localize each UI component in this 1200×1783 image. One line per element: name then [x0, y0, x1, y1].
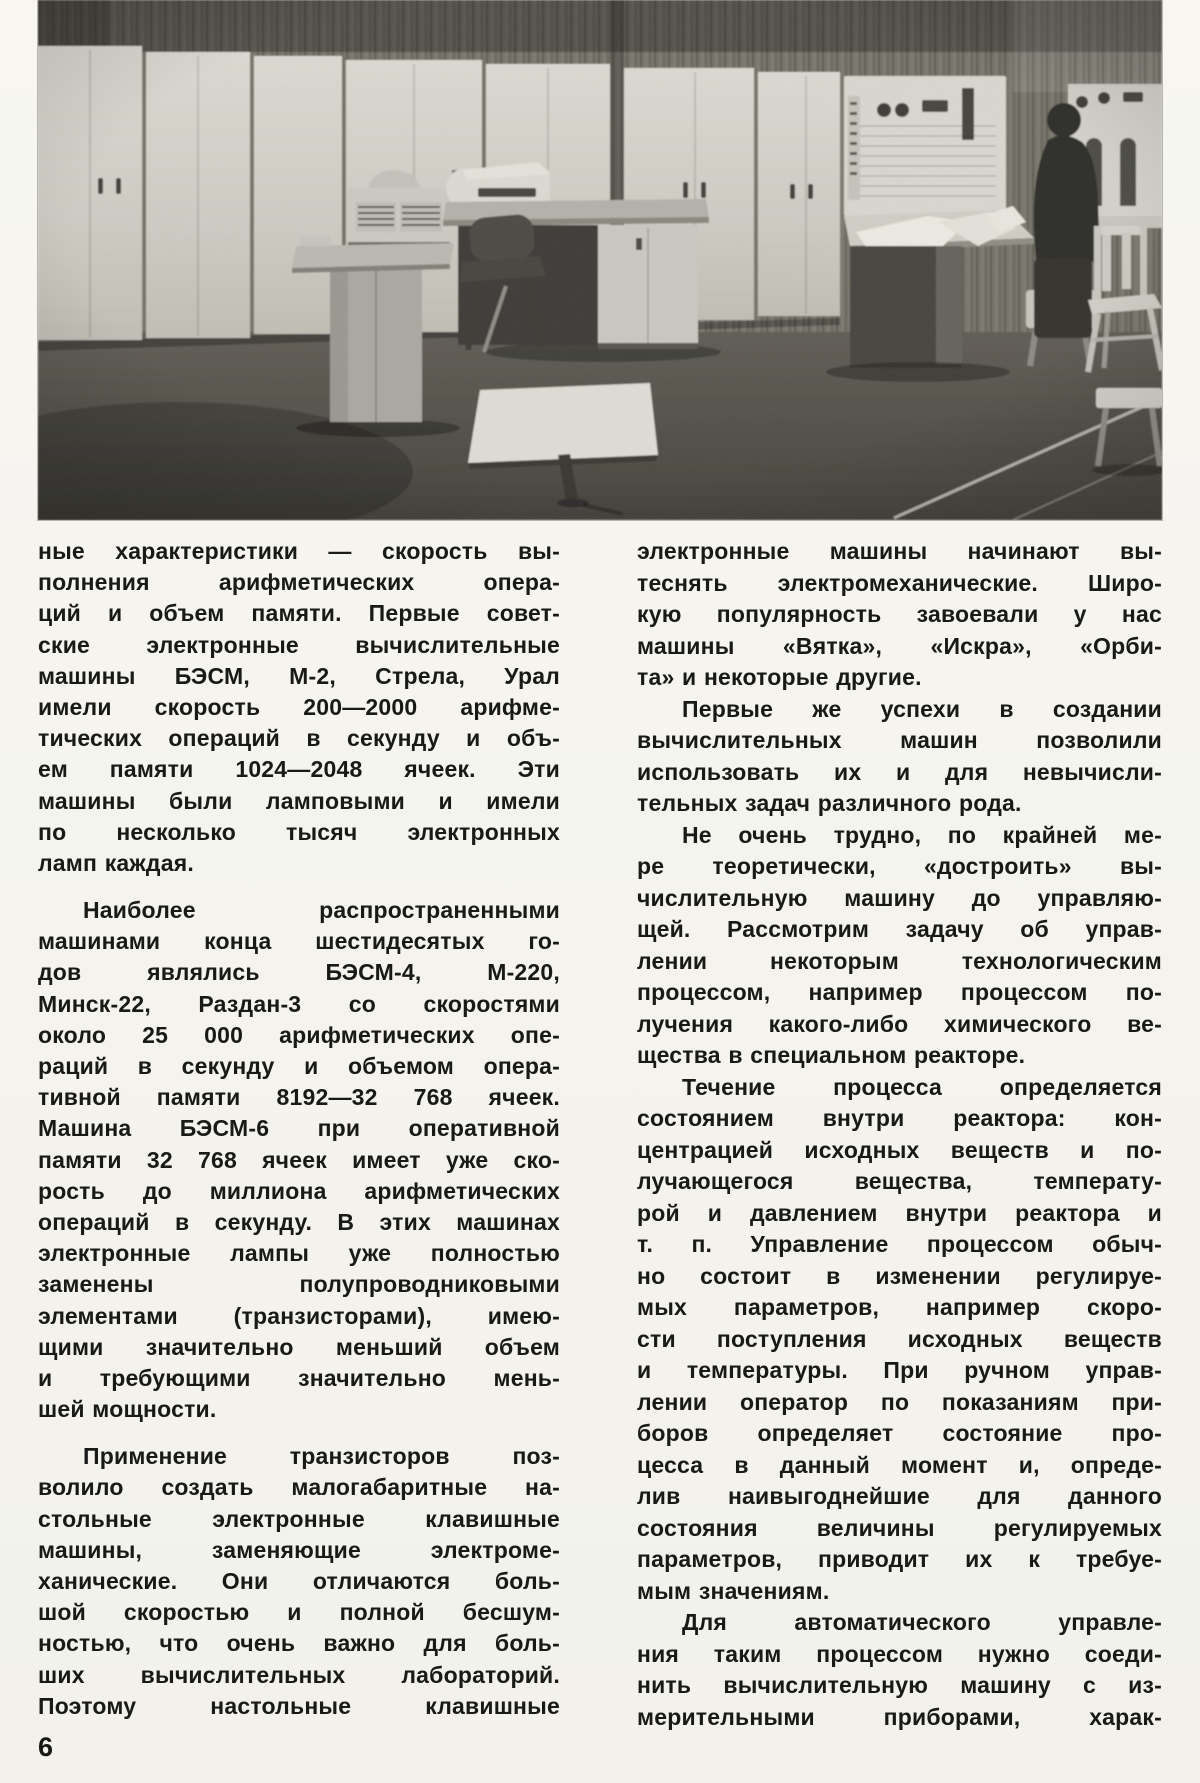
text-line: Для автоматического управле- — [682, 1609, 1162, 1635]
text-line: Течение процесса определяется — [682, 1073, 1162, 1100]
text-line: щей. Рассмотрим задачу об управ- — [637, 916, 1162, 942]
text-line: по несколько тысяч электронных — [38, 818, 560, 845]
text-line: шей мощности. — [38, 1396, 217, 1423]
text-line: имели скорость 200—2000 арифме- — [38, 693, 560, 720]
text-line: ре теоретически, «достроить» вы- — [637, 853, 1162, 879]
text-line: щими значительно меньший объем — [38, 1333, 560, 1360]
text-line: Машина БЭСМ-6 при оперативной — [38, 1115, 560, 1142]
text-line: лучающегося вещества, температу- — [637, 1168, 1162, 1194]
text-line: мых параметров, например скоро- — [637, 1294, 1162, 1320]
text-line: заменены полупроводниковыми — [38, 1271, 560, 1298]
text-line: состояния величины регулируемых — [637, 1514, 1162, 1541]
paragraph — [637, 1072, 1162, 1608]
text-line: элементами (транзисторами), имею- — [38, 1302, 560, 1329]
text-line: нить вычислительную машину с из- — [637, 1672, 1162, 1698]
text-line: стольные электронные клавишные — [38, 1505, 560, 1532]
text-line: раций в секунду и объемом опера- — [38, 1053, 560, 1079]
text-line: операций в секунду. В этих машинах — [38, 1208, 560, 1235]
text-line: мерительными приборами, харак- — [637, 1703, 1162, 1730]
text-line: использовать их и для невычисли- — [637, 758, 1162, 785]
text-line: и температуры. При ручном управ- — [637, 1357, 1162, 1383]
paragraph — [38, 895, 560, 1425]
text-line: Первые же успехи в создании — [682, 695, 1162, 722]
text-line: теснять электромеханические. Широ- — [637, 569, 1162, 596]
text-line: цесса в данный момент и, опреде- — [637, 1451, 1162, 1478]
text-line: машины БЭСМ, М-2, Стрела, Урал — [38, 662, 560, 689]
text-line: около 25 000 арифметических опе- — [38, 1021, 560, 1048]
text-line: ния таким процессом нужно соеди- — [637, 1640, 1162, 1667]
text-line: рость до миллиона арифметических — [38, 1177, 560, 1204]
text-line: боров определяет состояние про- — [637, 1420, 1162, 1446]
text-line: машины, заменяющие электроме- — [38, 1536, 560, 1563]
text-line: состоянием внутри реактора: кон- — [637, 1105, 1162, 1131]
photo-scene — [38, 0, 1162, 520]
text-line: процессом, например процессом по- — [637, 979, 1162, 1005]
text-line: центрацией исходных веществ и по- — [637, 1136, 1162, 1163]
text-line: т. п. Управление процессом обыч- — [637, 1231, 1162, 1257]
text-line: лении некоторым технологическим — [637, 947, 1162, 974]
text-line: памяти 32 768 ячеек имеет уже ско- — [38, 1146, 560, 1173]
text-column-left — [38, 536, 560, 1722]
text-line: машины были ламповыми и имели — [38, 787, 560, 814]
text-line: ламп каждая. — [38, 849, 194, 876]
paragraph — [38, 536, 560, 879]
computer-room-photo — [38, 0, 1162, 520]
text-line: волило создать малогабаритные на- — [38, 1474, 560, 1501]
text-line: рой и давлением внутри реактора и — [637, 1199, 1162, 1226]
text-line: машинами конца шестидесятых го- — [38, 928, 560, 955]
text-line: числительную машину до управляю- — [637, 884, 1162, 911]
text-line: мым значениям. — [637, 1577, 830, 1604]
text-line: Применение транзисторов поз- — [83, 1443, 560, 1470]
text-line: ций и объем памяти. Первые совет- — [38, 600, 560, 627]
text-line: тельных задач различного рода. — [637, 790, 1022, 816]
paragraph — [637, 694, 1162, 820]
text-line: полнения арифметических опера- — [38, 569, 560, 596]
text-line: ностью, что очень важно для боль- — [38, 1630, 560, 1657]
text-line: шой скоростью и полной бесшум- — [38, 1599, 560, 1626]
text-line: тивной памяти 8192—32 768 ячеек. — [38, 1084, 560, 1111]
text-line: и требующими значительно мень- — [38, 1364, 560, 1391]
text-line: дов являлись БЭСМ-4, М-220, — [38, 959, 560, 986]
paragraph — [637, 1607, 1162, 1733]
text-line: щества в специальном реакторе. — [637, 1042, 1026, 1068]
text-line: машины «Вятка», «Искра», «Орби- — [637, 632, 1162, 659]
text-line: Наиболее распространенными — [83, 897, 560, 924]
text-line: ские электронные вычислительные — [38, 631, 560, 658]
paragraph — [637, 536, 1162, 694]
text-line: Минск-22, Раздан-3 со скоростями — [38, 990, 560, 1017]
text-line: кую популярность завоевали у нас — [637, 601, 1162, 627]
text-line: сти поступления исходных веществ — [637, 1325, 1162, 1352]
text-line: электронные машины начинают вы- — [637, 538, 1162, 564]
text-line: вычислительных машин позволили — [637, 727, 1162, 753]
text-column-right — [637, 536, 1162, 1733]
text-line: но состоит в изменении регулируе- — [637, 1262, 1162, 1289]
text-line: лучения какого-либо химического ве- — [637, 1010, 1162, 1037]
text-line: ем памяти 1024—2048 ячеек. Эти — [38, 756, 560, 783]
paragraph — [38, 1441, 560, 1722]
text-line: ханические. Они отличаются боль- — [38, 1568, 560, 1594]
text-line: параметров, приводит их к требуе- — [637, 1546, 1162, 1572]
page-number: 6 — [38, 1732, 55, 1762]
text-line: Не очень трудно, по крайней ме- — [682, 821, 1162, 848]
text-line: Поэтому настольные клавишные — [38, 1692, 560, 1719]
text-line: тических операций в секунду и объ- — [38, 725, 560, 752]
text-line: та» и некоторые другие. — [637, 664, 922, 690]
text-line: ших вычислительных лабораторий. — [38, 1661, 560, 1688]
text-line: лив наивыгоднейшие для данного — [637, 1483, 1162, 1509]
paragraph — [637, 820, 1162, 1072]
text-line: электронные лампы уже полностью — [38, 1240, 560, 1267]
text-line: лении оператор по показаниям при- — [637, 1388, 1162, 1415]
text-line: ные характеристики — скорость вы- — [38, 538, 560, 564]
